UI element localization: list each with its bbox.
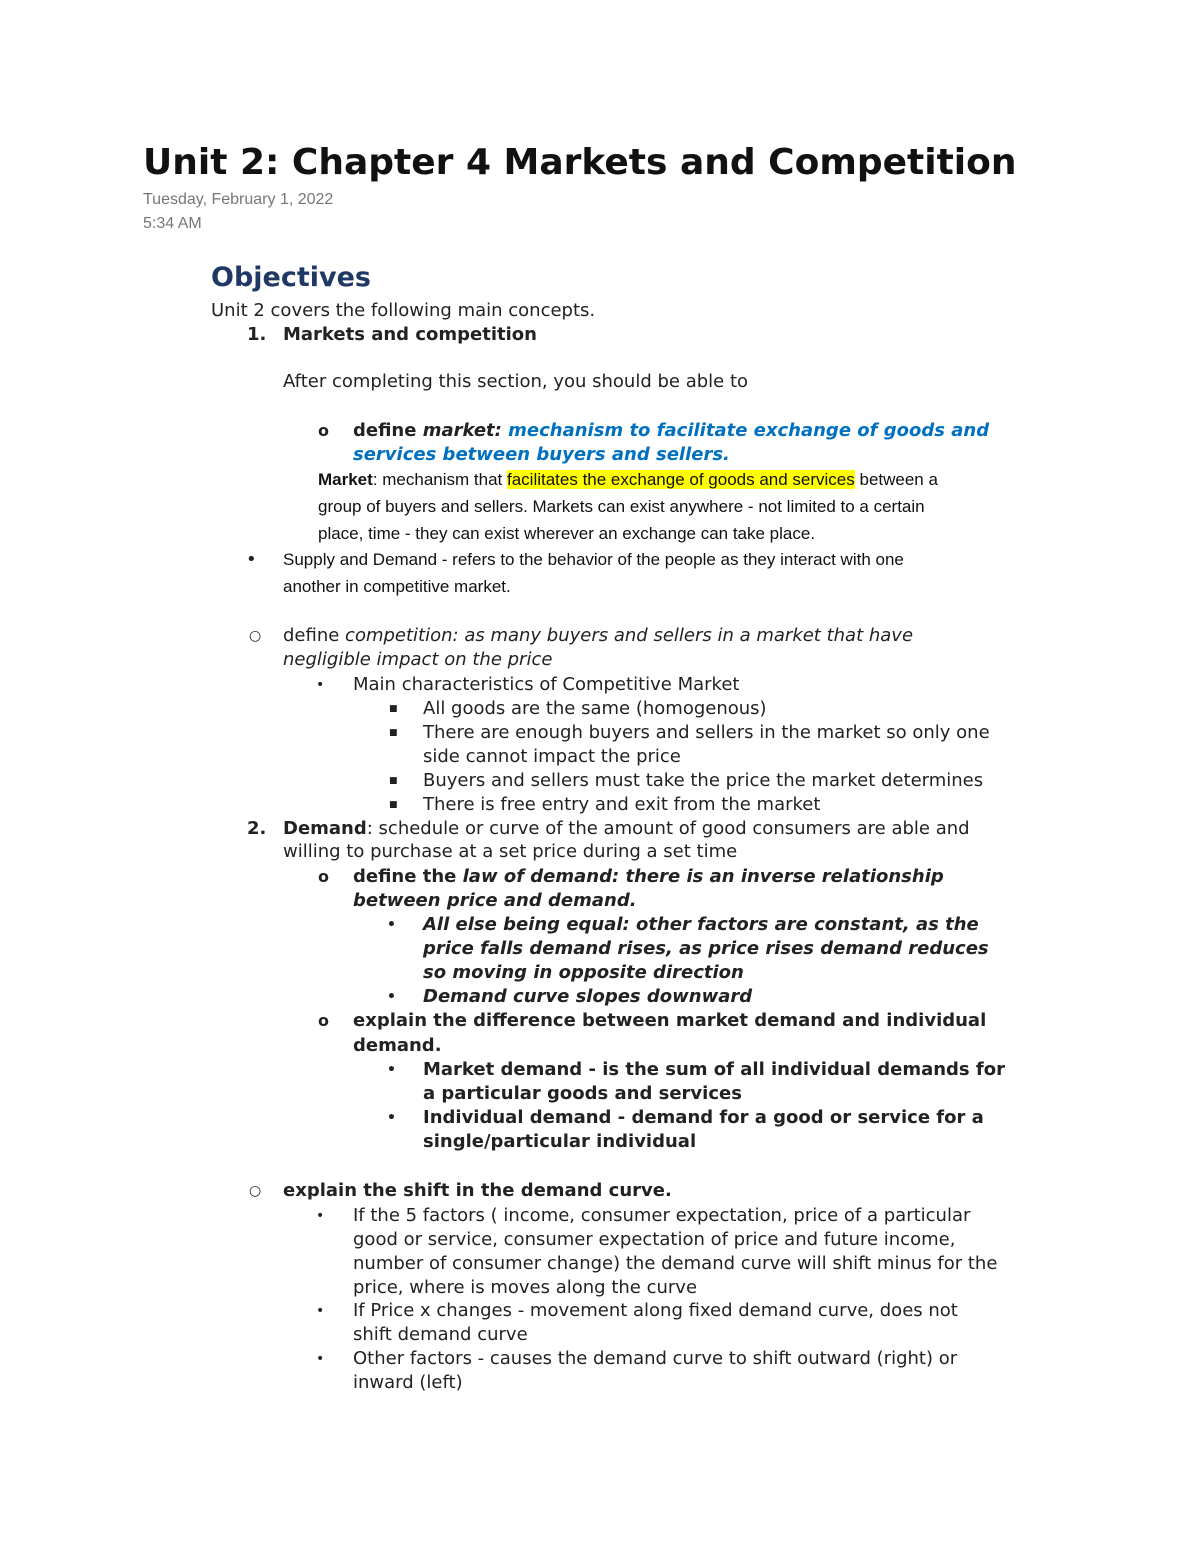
characteristic-1: All goods are the same (homogenous) [423,698,767,719]
supply-demand-line1: Supply and Demand - refers to the behavior of the people as they interact with one [283,550,904,569]
objectives-heading: Objectives [211,262,371,293]
list-number-2: 2. [247,818,267,839]
market-label: Market [318,470,373,489]
law-lead: define the [353,866,463,887]
five-factors-line4: price, where is moves along the curve [353,1277,698,1298]
after-completing-text: After completing this section, you should be able to [283,371,749,392]
define-competition-line2: negligible impact on the price [283,649,553,670]
demand-line2: willing to purchase at a set price during a set time [283,841,738,862]
market-rest: between a [854,470,938,489]
item1-title: Markets and competition [283,324,537,345]
all-else-equal-line1: All else being equal: other factors are constant, as the [423,914,979,935]
demand-curve-slopes: Demand curve slopes downward [423,986,753,1007]
market-demand-line2: a particular goods and services [423,1083,742,1104]
circle-bullet-icon: o [318,867,329,886]
market-highlight: facilitates the exchange of goods and services [506,470,855,489]
market-paragraph-line1 [318,466,938,493]
page-date: Tuesday, February 1, 2022 [143,191,334,208]
define-market-line1 [353,419,989,443]
supply-demand-line2: another in competitive market. [283,577,511,596]
characteristic-2-line1: There are enough buyers and sellers in the market so only one [423,722,990,743]
square-bullet-icon: ■ [389,728,398,738]
five-factors-line1: If the 5 factors ( income, consumer expectation, price of a particular [353,1205,971,1226]
other-factors-line1: Other factors - causes the demand curve to shift outward (right) or [353,1348,958,1369]
bullet-icon: • [246,549,257,570]
define-competition-definition: competition: as many buyers and sellers in a market that have [345,625,914,646]
bullet-icon: • [387,917,396,933]
bullet-icon: • [316,1351,325,1367]
law-of-demand-line1 [353,865,944,889]
explain-difference-line2: demand. [353,1035,442,1056]
demand-line1 [283,817,970,841]
characteristic-3: Buyers and sellers must take the price the market determines [423,770,984,791]
market-paragraph-line2: group of buyers and sellers. Markets can exist anywhere - not limited to a certain [318,497,925,516]
characteristic-4: There is free entry and exit from the market [423,794,821,815]
define-market-term: market: [422,420,509,441]
demand-definition: : schedule or curve of the amount of good consumers are able and [366,818,970,839]
bullet-icon: • [316,677,325,693]
list-number-1: 1. [247,324,267,345]
square-bullet-icon: ■ [389,776,398,786]
all-else-equal-line3: so moving in opposite direction [423,962,744,983]
square-bullet-icon: ■ [389,800,398,810]
main-characteristics: Main characteristics of Competitive Market [353,674,740,695]
characteristic-2-line2: side cannot impact the price [423,746,681,767]
define-competition-lead: define [283,625,346,646]
explain-difference-line1: explain the difference between market demand and individual [353,1010,987,1031]
all-else-equal-line2: price falls demand rises, as price rises demand reduces [423,938,989,959]
define-market-lead: define [353,420,423,441]
intro-text: Unit 2 covers the following main concepts. [211,300,596,321]
five-factors-line3: number of consumer change) the demand curve will shift minus for the [353,1253,998,1274]
define-competition-line1 [283,624,913,648]
hollow-circle-bullet-icon: ○ [249,1183,262,1199]
price-changes-line2: shift demand curve [353,1324,528,1345]
circle-bullet-icon: o [318,1011,329,1030]
define-market-definition: mechanism to facilitate exchange of goods and [508,420,990,441]
bullet-icon: • [316,1208,325,1224]
circle-bullet-icon: o [318,421,329,440]
market-demand-line1: Market demand - is the sum of all individual demands for [423,1059,1005,1080]
page-time: 5:34 AM [143,215,202,232]
explain-shift: explain the shift in the demand curve. [283,1180,672,1201]
bullet-icon: • [387,1062,396,1078]
bullet-icon: • [387,989,396,1005]
price-changes-line1: If Price x changes - movement along fixed demand curve, does not [353,1300,958,1321]
other-factors-line2: inward (left) [353,1372,463,1393]
market-colon: : mechanism that [372,470,507,489]
demand-label: Demand [283,818,367,839]
hollow-circle-bullet-icon: ○ [249,628,262,644]
market-paragraph-line3: place, time - they can exist wherever an exchange can take place. [318,524,816,543]
bullet-icon: • [387,1110,396,1126]
bullet-icon: • [316,1303,325,1319]
define-market-line2: services between buyers and sellers. [353,444,730,465]
page-title: Unit 2: Chapter 4 Markets and Competition [143,142,1017,183]
five-factors-line2: good or service, consumer expectation of price and future income, [353,1229,956,1250]
law-of-demand-line2: between price and demand. [353,890,637,911]
law-definition: law of demand: there is an inverse relationship [462,866,944,887]
individual-demand-line2: single/particular individual [423,1131,697,1152]
individual-demand-line1: Individual demand - demand for a good or service for a [423,1107,984,1128]
square-bullet-icon: ■ [389,704,398,714]
